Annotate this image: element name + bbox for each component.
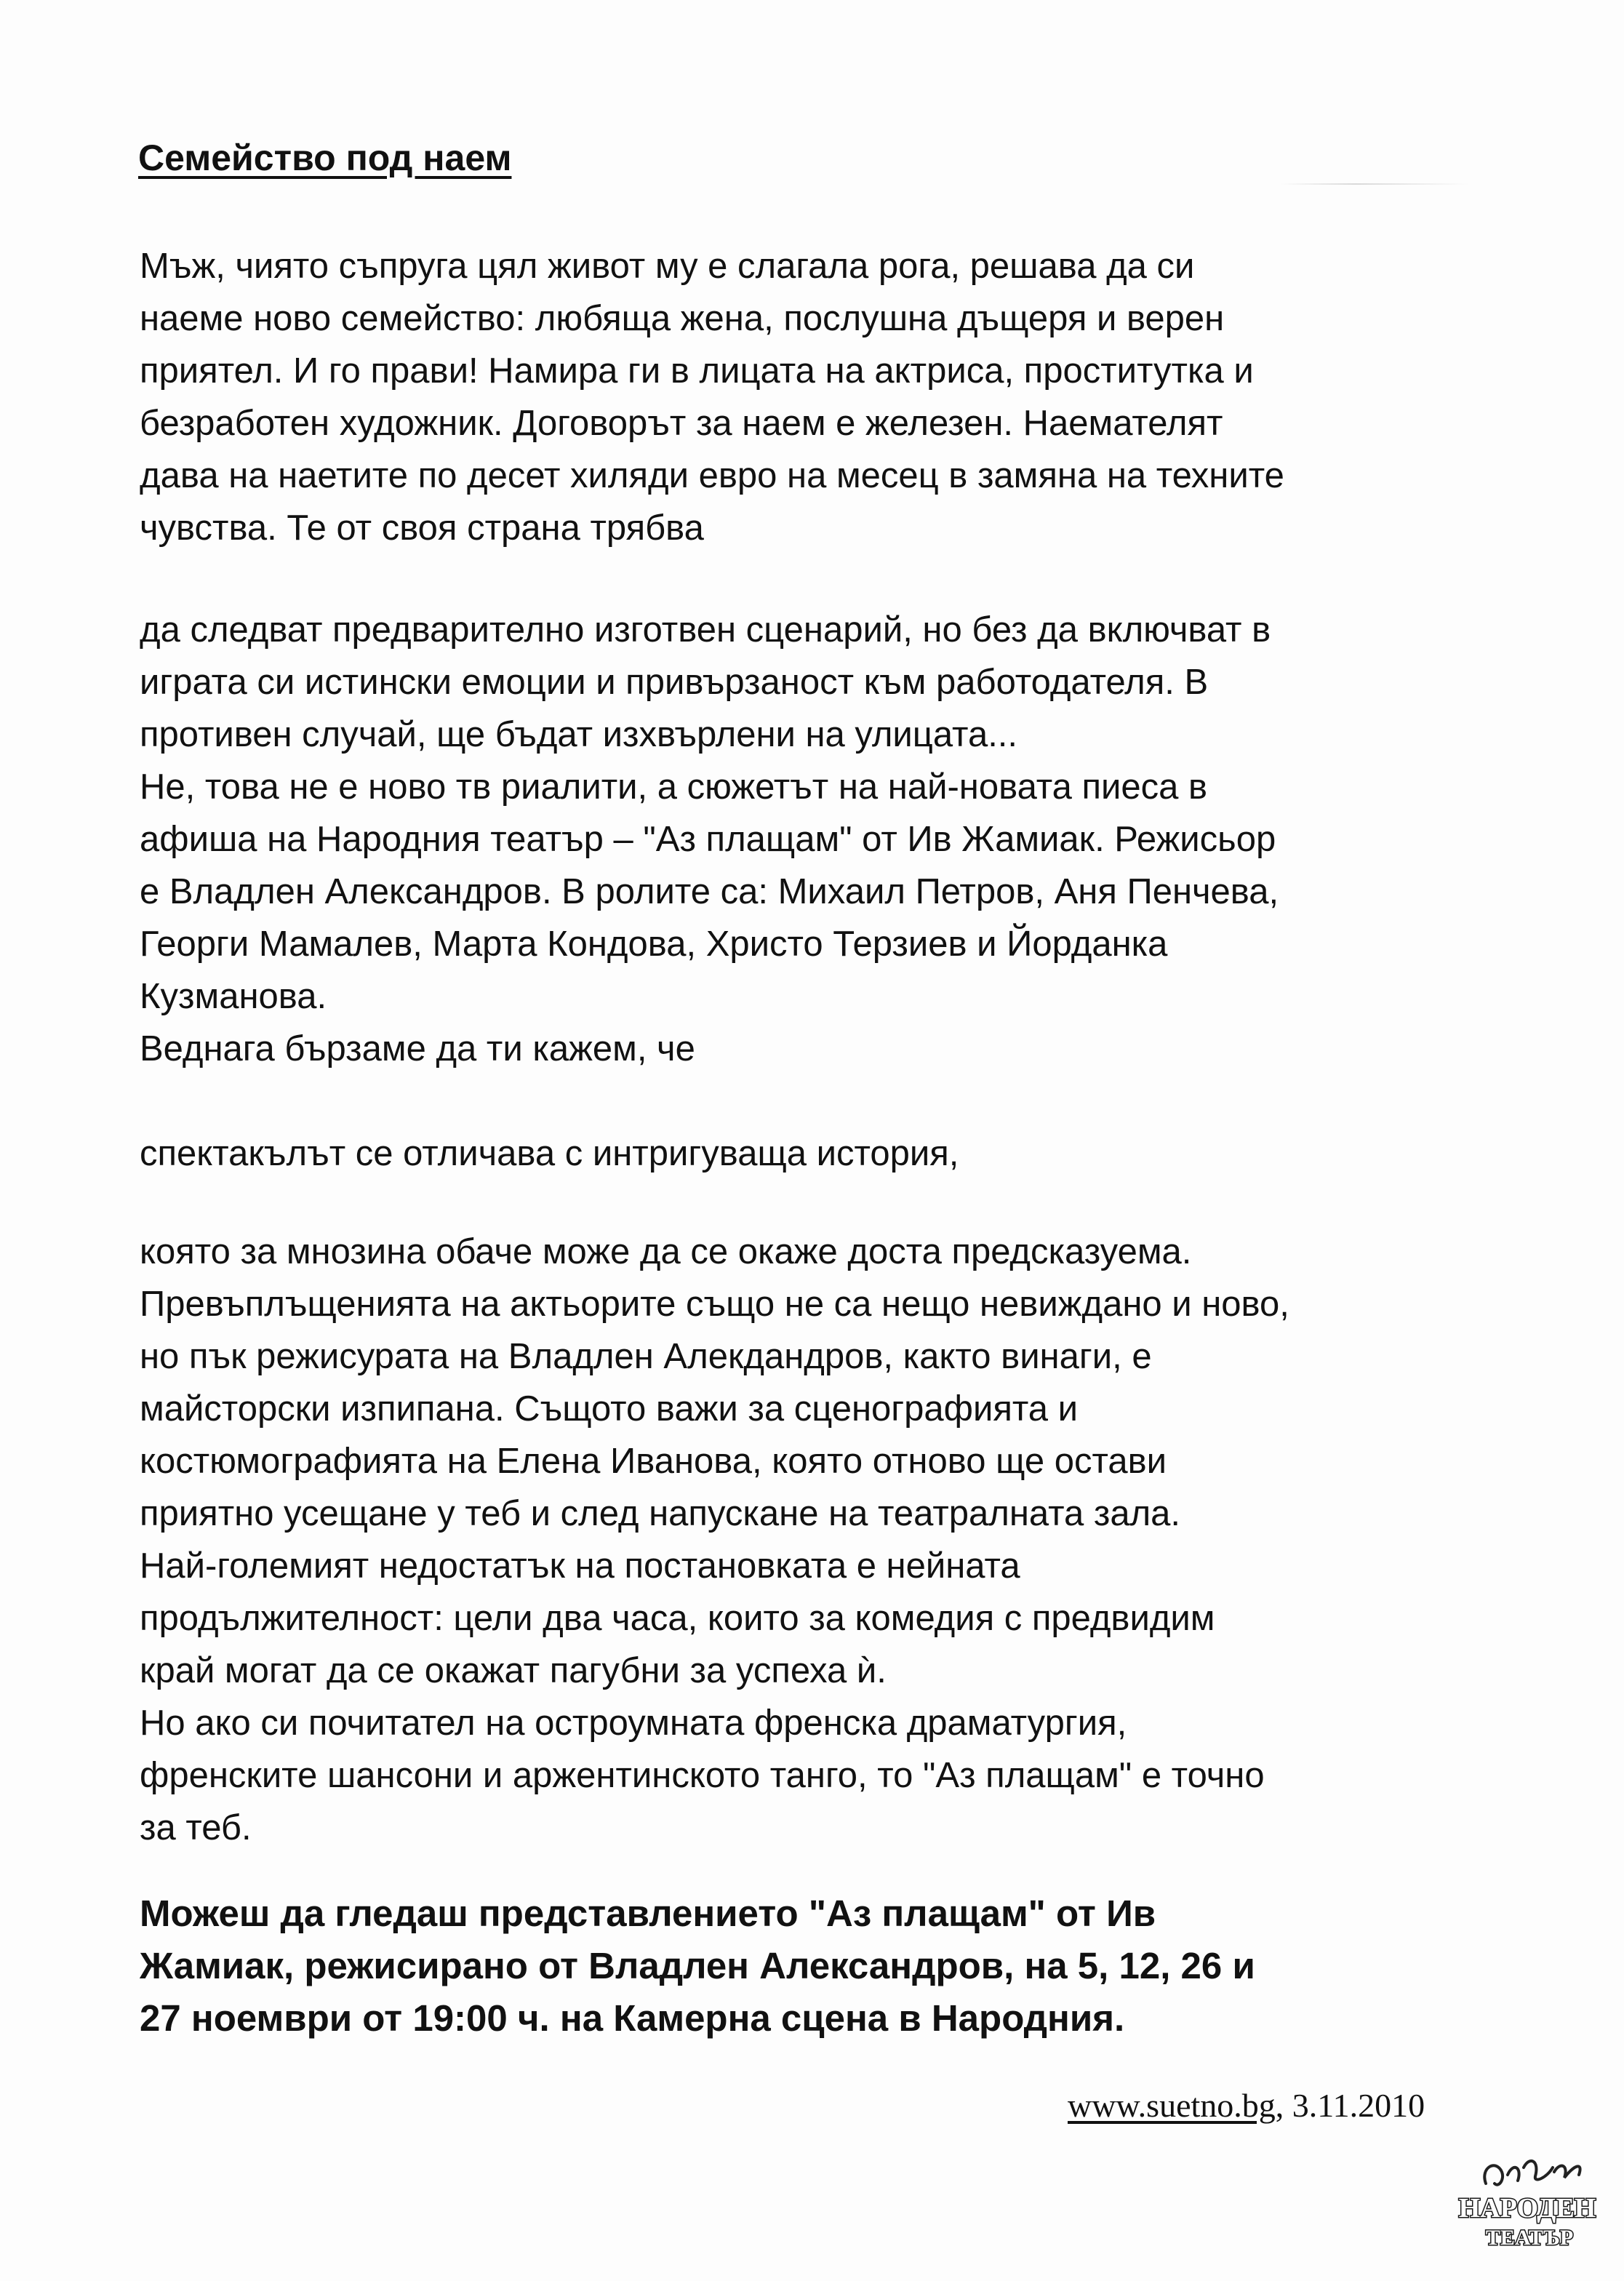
text-line: безработен художник. Договорът за наем е железен. Наемателят bbox=[140, 404, 1223, 443]
text-line: Най-големият недостатък на постановката е нейната bbox=[140, 1546, 1020, 1586]
scan-artifact bbox=[1280, 183, 1469, 185]
logo-signature bbox=[1481, 2160, 1580, 2186]
text-line: край могат да се окажат пагубни за успеха ѝ. bbox=[140, 1651, 887, 1690]
text-line: Но ако си почитател на остроумната френска драматургия, bbox=[140, 1703, 1127, 1743]
text-line: дава на наетите по десет хиляди евро на месец в замяна на техните bbox=[140, 456, 1284, 495]
text-line: Веднага бързаме да ти кажем, че bbox=[140, 1029, 695, 1068]
logo-line-3: ТЕАТЪР bbox=[1485, 2226, 1574, 2250]
text-line: Мъж, чиято съпруга цял живот му е слагала рога, решава да си bbox=[140, 247, 1195, 286]
text-line: Превъплъщенията на актьорите също не са нещо невиждано и ново, bbox=[140, 1285, 1289, 1324]
text-line: спектакълът се отличава с интригуваща история, bbox=[140, 1134, 959, 1173]
paragraph-1 bbox=[140, 240, 1558, 554]
text-line: чувства. Те от своя страна трябва bbox=[140, 508, 704, 548]
text-line: но пък режисурата на Владлен Алекдандров, както винаги, е bbox=[140, 1337, 1152, 1376]
closing-announcement bbox=[140, 1887, 1558, 2045]
logo-signature-text: Ив.Вазов bbox=[1481, 2160, 1577, 2186]
text-line: Не, това не е ново тв риалити, а сюжетът на най-новата пиеса в bbox=[140, 767, 1208, 807]
paragraph-4 bbox=[140, 1226, 1558, 1854]
source-citation bbox=[1068, 2086, 1425, 2125]
text-line: наеме ново семейство: любяща жена, послушна дъщеря и верен bbox=[140, 299, 1225, 338]
text-line: да следват предварително изготвен сценарий, но без да включват в bbox=[140, 610, 1271, 650]
text-line: за теб. bbox=[140, 1808, 252, 1847]
text-line: играта си истински емоции и привързаност към работодателя. В bbox=[140, 663, 1209, 702]
national-theatre-logo bbox=[1451, 2146, 1604, 2255]
text-line: майсторски изпипана. Същото важи за сценографията и bbox=[140, 1389, 1079, 1429]
paragraph-3 bbox=[140, 1127, 1558, 1180]
bold-line: Можеш да гледаш представлението "Аз плащам" от Ив bbox=[140, 1893, 1156, 1934]
logo-line-2: НАРОДЕН bbox=[1458, 2193, 1596, 2224]
text-line: продължителност: цели два часа, които за комедия с предвидим bbox=[140, 1599, 1215, 1638]
bold-line: Жамиак, режисирано от Владлен Александров, на 5, 12, 26 и bbox=[140, 1945, 1255, 1986]
text-line: Георги Мамалев, Марта Кондова, Христо Терзиев и Йорданка bbox=[140, 924, 1168, 964]
text-line: Кузманова. bbox=[140, 977, 327, 1016]
bold-line: 27 ноември от 19:00 ч. на Камерна сцена в Народния. bbox=[140, 1997, 1125, 2039]
text-line: афиша на Народния театър – "Аз плащам" от Ив Жамиак. Режисьор bbox=[140, 820, 1276, 859]
text-line: костюмографията на Елена Иванова, която отново ще остави bbox=[140, 1442, 1167, 1481]
article-title: Семейство под наем bbox=[138, 137, 512, 178]
text-line: противен случай, ще бъдат изхвърлени на улицата... bbox=[140, 715, 1018, 754]
source-date: , 3.11.2010 bbox=[1275, 2087, 1425, 2124]
text-line: приятел. И го прави! Намира ги в лицата на актриса, проститутка и bbox=[140, 351, 1254, 391]
source-link[interactable]: www.suetno.bg bbox=[1068, 2087, 1276, 2124]
text-line: е Владлен Александров. В ролите са: Михаил Петров, Аня Пенчева, bbox=[140, 872, 1279, 911]
text-line: която за мнозина обаче може да се окаже доста предсказуема. bbox=[140, 1232, 1192, 1271]
text-line: приятно усещане у теб и след напускане на театралната зала. bbox=[140, 1494, 1181, 1533]
paragraph-2 bbox=[140, 604, 1558, 1075]
text-line: френските шансони и аржентинското танго, то "Аз плащам" е точно bbox=[140, 1756, 1265, 1795]
